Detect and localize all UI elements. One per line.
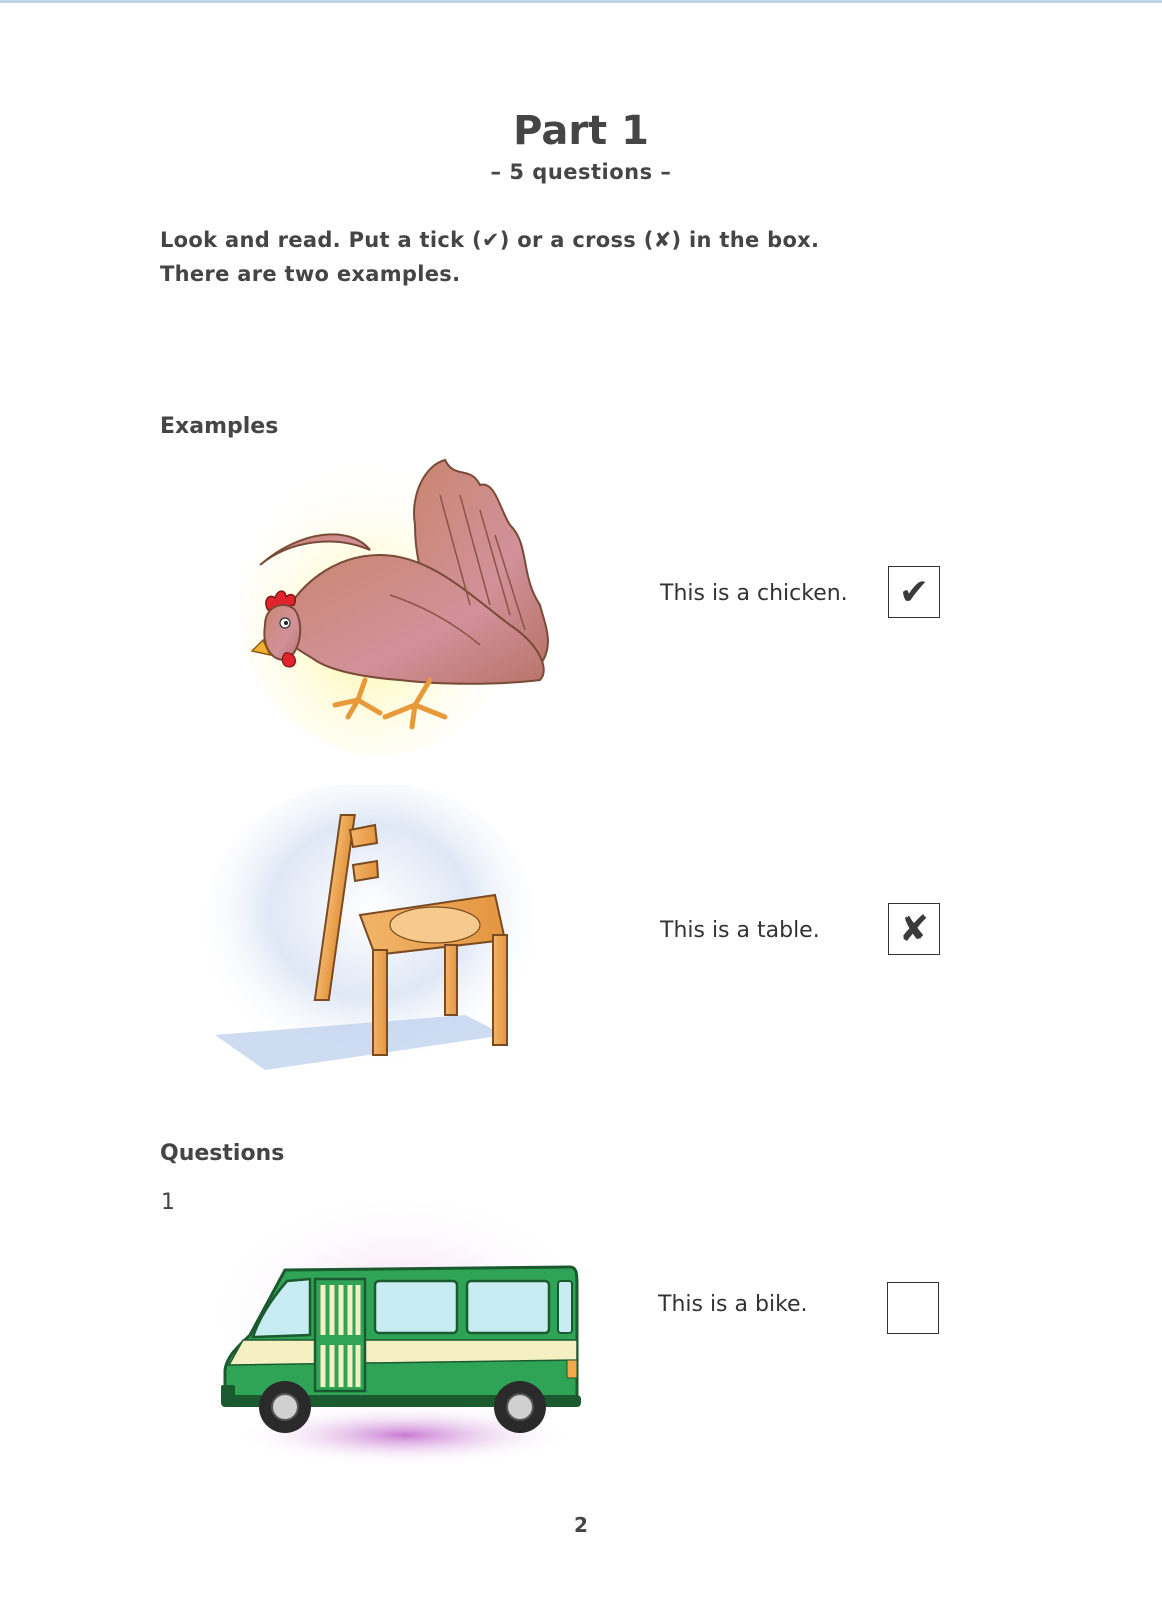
page-top-edge [0,0,1162,3]
question-1-answer-box[interactable] [887,1282,939,1334]
page-number: 2 [574,1513,588,1537]
instruction-line-1: Look and read. Put a tick (✔) or a cross (✘) in the box. [160,228,820,252]
example-2-answer-box [888,903,940,955]
example-2-sentence: This is a table. [660,918,820,943]
example-1-sentence: This is a chicken. [660,581,848,606]
tick-mark-icon: ✔ [898,571,930,613]
question-1-number: 1 [161,1190,175,1215]
example-1-answer-box [888,566,940,618]
bus-illustration [215,1195,590,1480]
chair-illustration [205,785,535,1085]
page-title: Part 1 [513,108,649,154]
cross-mark-icon: ✘ [898,908,930,950]
page-subtitle: – 5 questions – [490,160,672,184]
chicken-illustration [240,455,570,755]
questions-heading: Questions [160,1141,285,1166]
instruction-line-2: There are two examples. [160,262,461,286]
examples-heading: Examples [160,414,279,439]
question-1-sentence: This is a bike. [658,1292,808,1317]
